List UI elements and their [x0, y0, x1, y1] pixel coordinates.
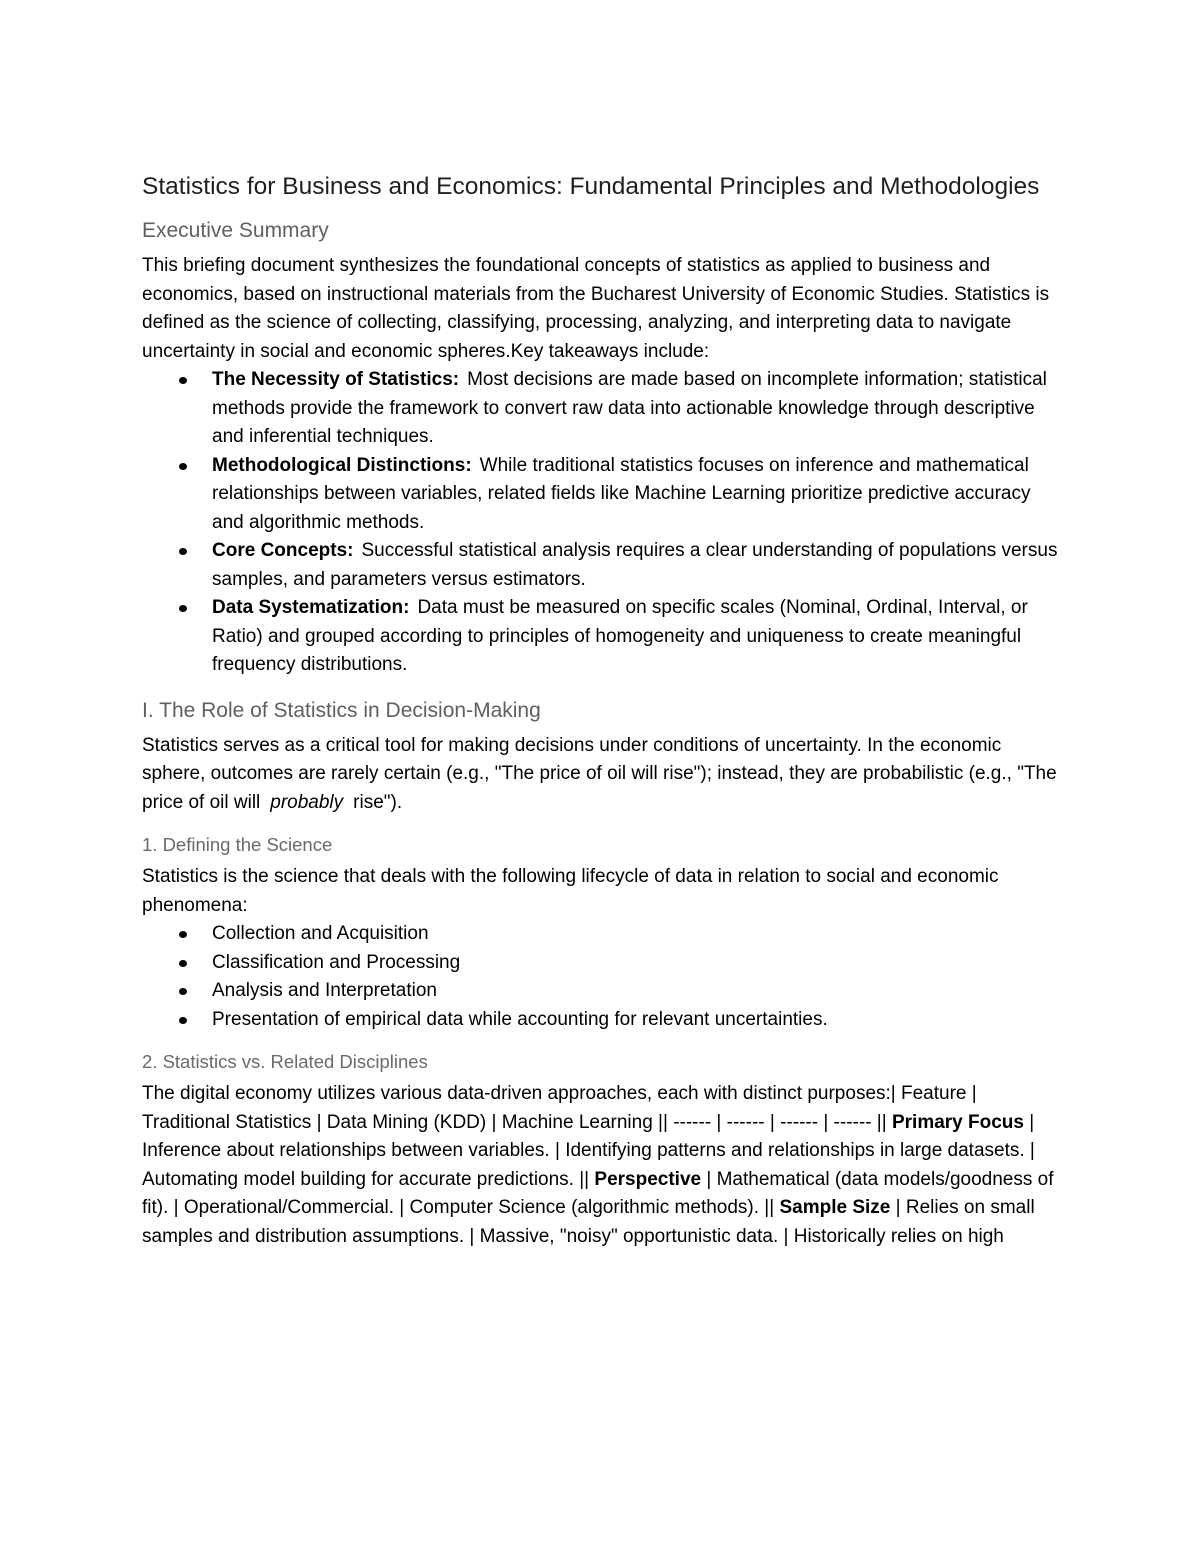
- section-1-text-end: rise").: [353, 791, 403, 813]
- section-1-heading: I. The Role of Statistics in Decision-Making: [142, 698, 541, 722]
- list-item: [212, 1006, 1062, 1035]
- takeaway-text: Most decisions are made based on incomplete information; statistical methods provide the framework to convert raw data into actionable knowledge through descriptive and inferential techniques.: [212, 369, 1047, 447]
- key-takeaways-list: [142, 366, 1062, 680]
- lifecycle-item: Analysis and Interpretation: [212, 980, 437, 1001]
- bullet-icon: [179, 1017, 187, 1024]
- subsection-1-intro: Statistics is the science that deals with the following lifecycle of data in relation to social and economic phenomena:: [142, 866, 999, 916]
- lifecycle-item: Collection and Acquisition: [212, 923, 429, 944]
- takeaway-text: Successful statistical analysis requires a clear understanding of populations versus samples, and parameters versus estimators.: [212, 540, 1058, 590]
- list-item: [212, 977, 1062, 1006]
- section-1-italic-word: probably: [270, 791, 344, 813]
- subsection-1-heading: 1. Defining the Science: [142, 834, 333, 855]
- table-bold-sample-size: Sample Size: [779, 1197, 891, 1218]
- bullet-icon: [179, 377, 187, 384]
- document-title: Statistics for Business and Economics: Fundamental Principles and Methodologies: [142, 173, 1040, 200]
- table-text-2: | Inference about relationships between variables. | Identifying patterns and relationships in large datasets. | Automating model building for accurate predictions. ||: [142, 1111, 1035, 1190]
- executive-summary-intro: This briefing document synthesizes the foundational concepts of statistics as applied to business and economics, based on instructional materials from the Bucharest University of Economic Studies. Statistics is defined as the science of collecting, classifying, processing, analyzing, and interpreting data to navigate uncertainty in social and economic spheres.Key takeaways include:: [142, 255, 1050, 362]
- list-item: [212, 452, 1062, 538]
- table-text-3: | Mathematical (data models/goodness of fit). | Operational/Commercial. | Computer Science (algorithmic methods). ||: [142, 1168, 1054, 1218]
- bullet-icon: [179, 605, 187, 612]
- bullet-icon: [179, 931, 187, 938]
- lifecycle-item: Presentation of empirical data while accounting for relevant uncertainties.: [212, 1008, 828, 1030]
- bullet-icon: [179, 463, 187, 470]
- takeaway-label: Data Systematization:: [212, 597, 410, 618]
- table-bold-primary-focus: Primary Focus: [891, 1111, 1024, 1133]
- list-item: [212, 594, 1062, 680]
- takeaway-label: Methodological Distinctions:: [212, 454, 472, 476]
- table-text-1: The digital economy utilizes various data-driven approaches, each with distinct purposes:| Feature | Traditional Statistics | Data Mining (KDD) | Machine Learning || ------ | ------ | ------ | ------ ||: [142, 1083, 977, 1133]
- table-bold-perspective: Perspective: [594, 1168, 702, 1190]
- lifecycle-list: [142, 920, 1062, 1034]
- section-1-paragraph: [142, 732, 1062, 818]
- takeaway-text: While traditional statistics focuses on inference and mathematical relationships between variables, related fields like Machine Learning prioritize predictive accuracy and algorithmic methods.: [212, 454, 1031, 533]
- takeaway-label: The Necessity of Statistics:: [212, 369, 460, 390]
- executive-summary-heading: Executive Summary: [142, 219, 329, 242]
- table-text-4: | Relies on small samples and distribution assumptions. | Massive, "noisy" opportunistic data. | Historically relies on high: [142, 1197, 1035, 1247]
- bullet-icon: [179, 988, 187, 995]
- subsection-2-heading: 2. Statistics vs. Related Disciplines: [142, 1051, 428, 1072]
- bullet-icon: [179, 960, 187, 967]
- list-item: [212, 949, 1062, 978]
- subsection-2-paragraph: [142, 1080, 1062, 1251]
- section-1-text-start: Statistics serves as a critical tool for making decisions under conditions of uncertainty. In the economic sphere, outcomes are rarely certain (e.g., "The price of oil will rise"); instead, they are probabilistic (e.g., "The price of oil will: [142, 734, 1057, 813]
- lifecycle-item: Classification and Processing: [212, 951, 461, 973]
- takeaway-text: Data must be measured on specific scales (Nominal, Ordinal, Interval, or Ratio) and grouped according to principles of homogeneity and uniqueness to create meaningful frequency distributions.: [212, 597, 1028, 675]
- takeaway-label: Core Concepts:: [212, 540, 354, 561]
- list-item: [212, 366, 1062, 452]
- list-item: [212, 537, 1062, 594]
- bullet-icon: [179, 548, 187, 555]
- document-page: [142, 168, 1062, 1251]
- list-item: [212, 920, 1062, 949]
